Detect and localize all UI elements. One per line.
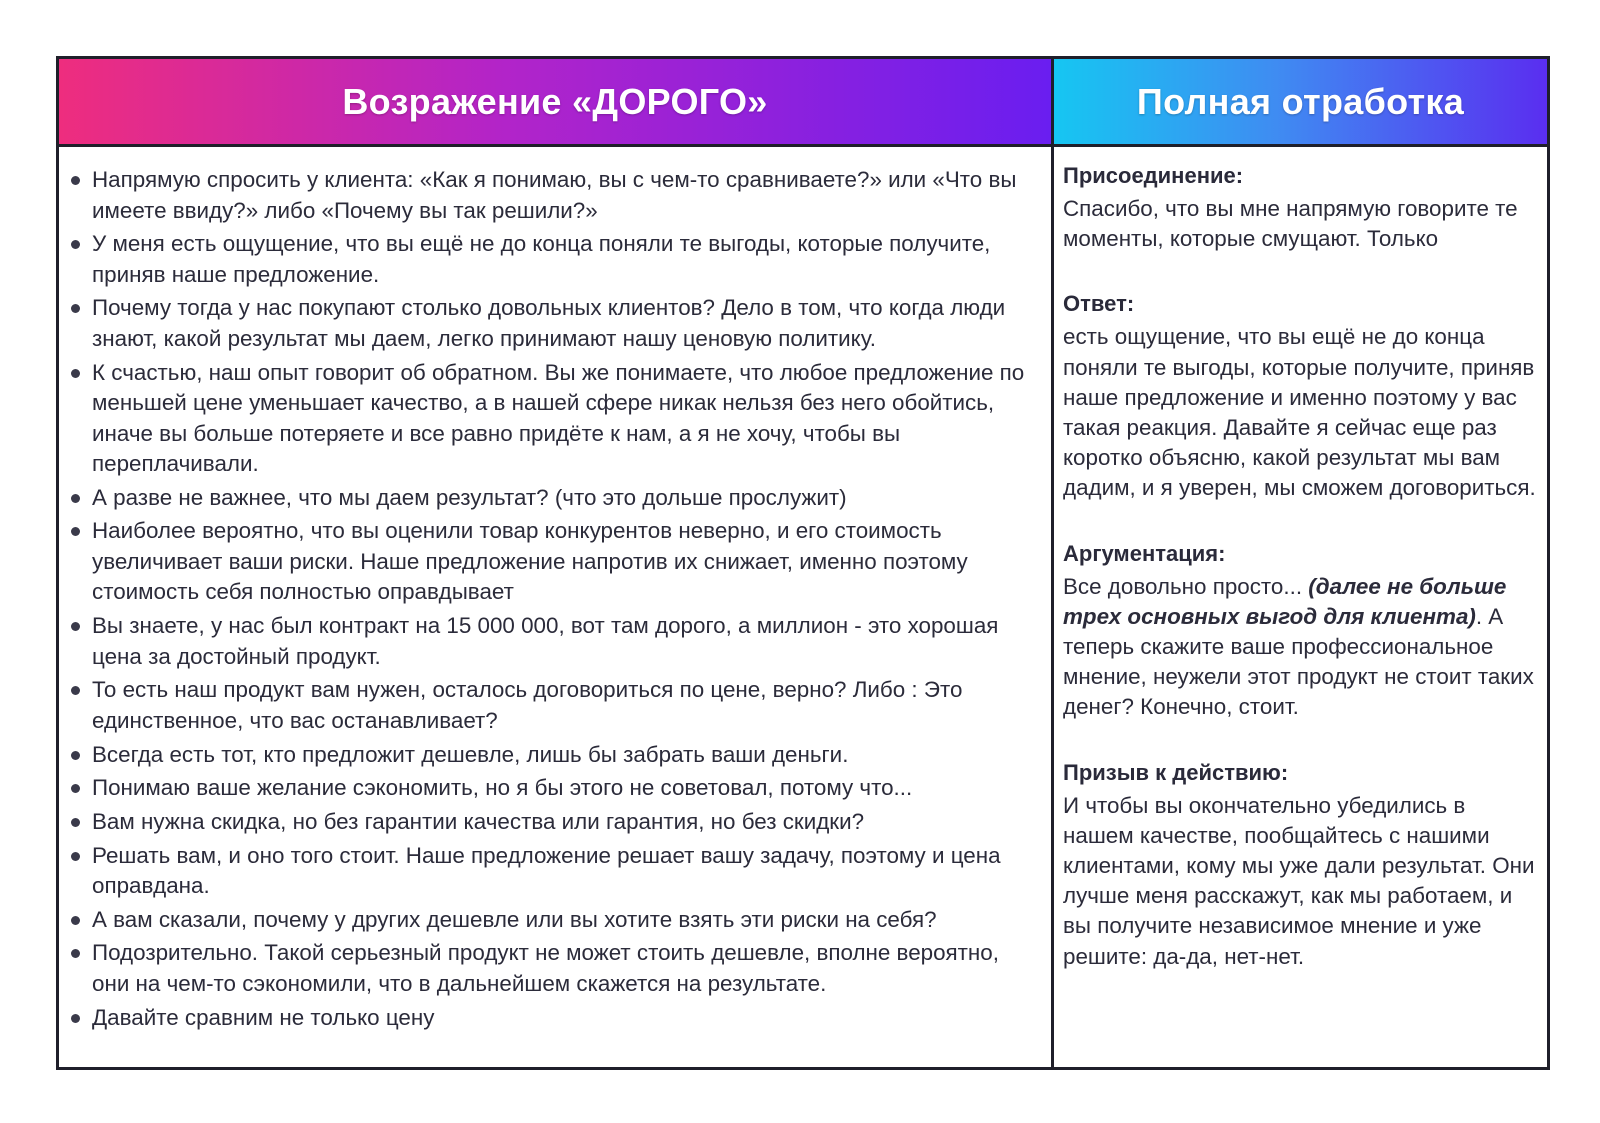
section-call-to-action — [1063, 758, 1539, 972]
bullet-icon — [71, 751, 80, 760]
call-to-action-text: И чтобы вы окончательно убедились в нашем качестве, пообщайтесь с нашими клиентами, кому мы уже дали результат. Они лучше меня расскажут, как мы работаем, и вы получите независимое мнение и уже решите: да-да, нет-нет. — [1063, 792, 1535, 969]
list-item-text: Понимаю ваше желание сэкономить, но я бы этого не советовал, потому что... — [92, 775, 913, 801]
answer-title: Ответ: — [1063, 291, 1135, 317]
bullet-icon — [71, 304, 80, 313]
section-joining — [1063, 161, 1539, 254]
bullet-icon — [71, 784, 80, 793]
list-item — [71, 938, 1041, 999]
list-item-text: Всегда есть тот, кто предложит дешевле, лишь бы забрать ваши деньги. — [92, 741, 849, 767]
argumentation-text-start: Все довольно просто... — [1063, 573, 1309, 599]
handling-cell — [1054, 147, 1547, 1067]
list-item — [71, 293, 1041, 354]
bullet-icon — [71, 1014, 80, 1023]
left-header-title: Возражение «ДОРОГО» — [342, 80, 768, 122]
bullet-icon — [71, 686, 80, 695]
joining-title: Присоединение: — [1063, 163, 1244, 188]
bullet-icon — [71, 240, 80, 249]
left-column-header — [59, 59, 1054, 147]
list-item-text: Вам нужна скидка, но без гарантии качества или гарантия, но без скидки? — [92, 808, 865, 834]
list-item-text: К счастью, наш опыт говорит об обратном. Вы же понимаете, что любое предложение по меньшей цене уменьшает качество, а в нашей сфере никак нельзя без него обойтись, иначе вы больше потеряете и все равно придёте к нам, а я не хочу, чтобы вы переплачивали. — [92, 359, 1025, 477]
bullet-icon — [71, 916, 80, 925]
list-item-text: Почему тогда у нас покупают столько довольных клиентов? Дело в том, что когда люди знают, какой результат мы даем, легко принимают нашу ценовую политику. — [92, 295, 1006, 351]
list-item-text: А вам сказали, почему у других дешевле или вы хотите взять эти риски на себя? — [92, 906, 937, 932]
list-item-text: Подозрительно. Такой серьезный продукт не может стоить дешевле, вполне вероятно, они на чем-то сэкономили, что в дальнейшем скажется на результате. — [92, 940, 999, 996]
section-answer — [1063, 289, 1539, 503]
list-item — [71, 905, 1041, 936]
argumentation-title: Аргументация: — [1063, 540, 1226, 566]
objections-list — [71, 165, 1041, 1033]
list-item-text: Вы знаете, у нас был контракт на 15 000 000, вот там дорого, а миллион - это хорошая цена за достойный продукт. — [92, 613, 999, 669]
list-item-text: Напрямую спросить у клиента: «Как я понимаю, вы с чем-то сравниваете?» или «Что вы имеете ввиду?» либо «Почему вы так решили?» — [92, 167, 1017, 223]
list-item-text: Наиболее вероятно, что вы оценили товар конкурентов неверно, и его стоимость увеличивает ваши риски. Наше предложение напротив их снижает, именно поэтому стоимость себя полностью оправдывает — [92, 518, 968, 605]
answer-text: есть ощущение, что вы ещё не до конца поняли те выгоды, которые получите, приняв наше предложение и именно поэтому у вас такая реакция. Давайте я сейчас еще раз коротко объясню, какой результат мы вам дадим, и я уверен, мы сможем договориться. — [1063, 324, 1536, 501]
list-item-text: Давайте сравним не только цену — [92, 1004, 435, 1030]
bullet-icon — [71, 852, 80, 861]
list-item — [71, 165, 1041, 226]
list-item-text: А разве не важнее, что мы даем результат? (что это дольше прослужит) — [92, 484, 847, 510]
list-item — [71, 483, 1041, 514]
bullet-icon — [71, 176, 80, 185]
list-item — [71, 358, 1041, 480]
list-item — [71, 740, 1041, 771]
list-item-text: Решать вам, и оно того стоит. Наше предложение решает вашу задачу, поэтому и цена оправдана. — [92, 842, 1001, 899]
list-item — [71, 675, 1041, 736]
argumentation-emphasis: (далее не больше трех основных выгод для клиента) — [1063, 573, 1507, 629]
list-item-text: То есть наш продукт вам нужен, осталось договориться по цене, верно? Либо : Это единственное, что вас останавливает? — [92, 677, 963, 733]
argumentation-text — [1063, 572, 1539, 723]
bullet-icon — [71, 818, 80, 827]
list-item-text: У меня есть ощущение, что вы ещё не до конца поняли те выгоды, которые получите, приняв наше предложение. — [92, 231, 991, 287]
bullet-icon — [71, 622, 80, 631]
argumentation-text-end: . А теперь скажите ваше профессиональное мнение, неужели этот продукт не стоит таких денег? Конечно, стоит. — [1063, 603, 1534, 720]
list-item — [71, 773, 1041, 804]
right-column-header — [1054, 59, 1547, 147]
objection-table — [56, 56, 1550, 1070]
list-item — [71, 516, 1041, 608]
bullet-icon — [71, 527, 80, 536]
bullet-icon — [71, 494, 80, 503]
call-to-action-title: Призыв к действию: — [1063, 759, 1289, 785]
list-item — [71, 807, 1041, 838]
right-header-title: Полная отработка — [1136, 80, 1465, 122]
list-item — [71, 229, 1041, 290]
objections-cell — [59, 147, 1054, 1067]
section-argumentation — [1063, 539, 1539, 723]
list-item — [71, 611, 1041, 672]
bullet-icon — [71, 369, 80, 378]
list-item — [71, 1003, 1041, 1034]
list-item — [71, 841, 1041, 902]
joining-text: Спасибо, что вы мне напрямую говорите те моменты, которые смущают. Только — [1063, 196, 1518, 252]
bullet-icon — [71, 949, 80, 958]
